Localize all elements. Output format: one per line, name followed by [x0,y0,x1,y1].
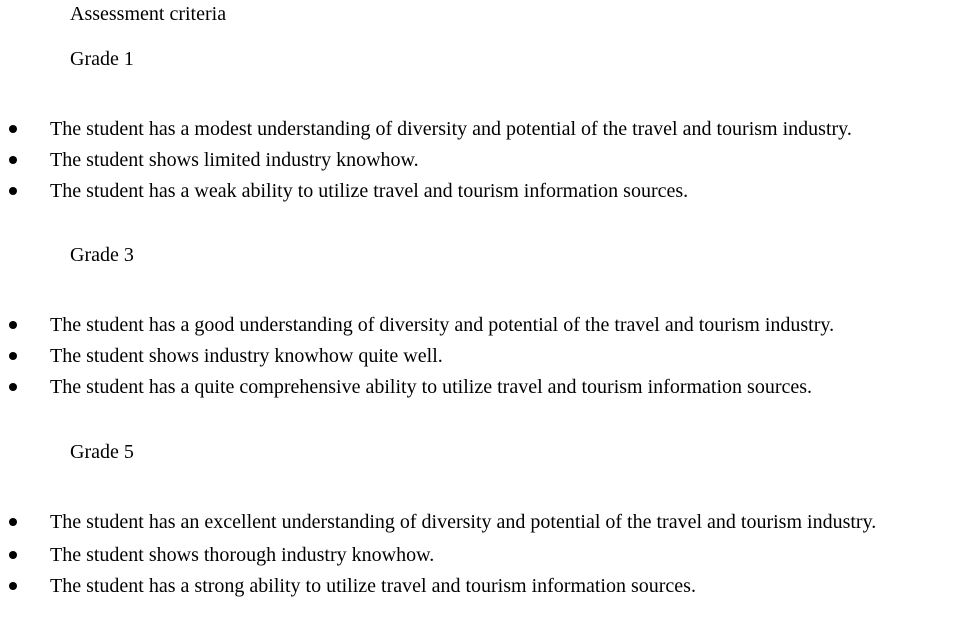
list-item [0,574,960,598]
grade-3-criteria-list [0,313,960,399]
criterion-text: The student shows limited industry knowhow. [50,149,419,171]
list-item [0,375,960,399]
grade-1-heading: Grade 1 [70,48,134,70]
list-item [0,179,960,203]
list-item [0,510,960,534]
grade-1-criteria-list [0,117,960,203]
grade-5-criteria-list [0,510,960,598]
list-item [0,117,960,141]
bullet-icon [9,383,17,391]
criterion-text: The student shows thorough industry knowhow. [50,544,435,566]
bullet-icon [9,582,17,590]
list-item [0,313,960,337]
list-item [0,148,960,172]
document-title: Assessment criteria [70,3,227,25]
bullet-icon [9,518,17,526]
list-item [0,543,960,567]
criterion-text: The student has a quite comprehensive ability to utilize travel and tourism information sources. [50,376,813,398]
criterion-text: The student has an excellent understanding of diversity and potential of the travel and tourism industry. [50,511,877,533]
list-item [0,344,960,368]
bullet-icon [9,551,17,559]
bullet-icon [9,187,17,195]
bullet-icon [9,321,17,329]
criterion-text: The student has a good understanding of diversity and potential of the travel and tourism industry. [50,314,835,336]
bullet-icon [9,156,17,164]
grade-3-heading: Grade 3 [70,244,134,266]
bullet-icon [9,125,17,133]
criterion-text: The student has a modest understanding of diversity and potential of the travel and tourism industry. [50,118,852,140]
bullet-icon [9,352,17,360]
criterion-text: The student has a weak ability to utilize travel and tourism information sources. [50,180,689,202]
criterion-text: The student shows industry knowhow quite well. [50,345,443,367]
grade-5-heading: Grade 5 [70,441,134,463]
criterion-text: The student has a strong ability to utilize travel and tourism information sources. [50,575,696,597]
